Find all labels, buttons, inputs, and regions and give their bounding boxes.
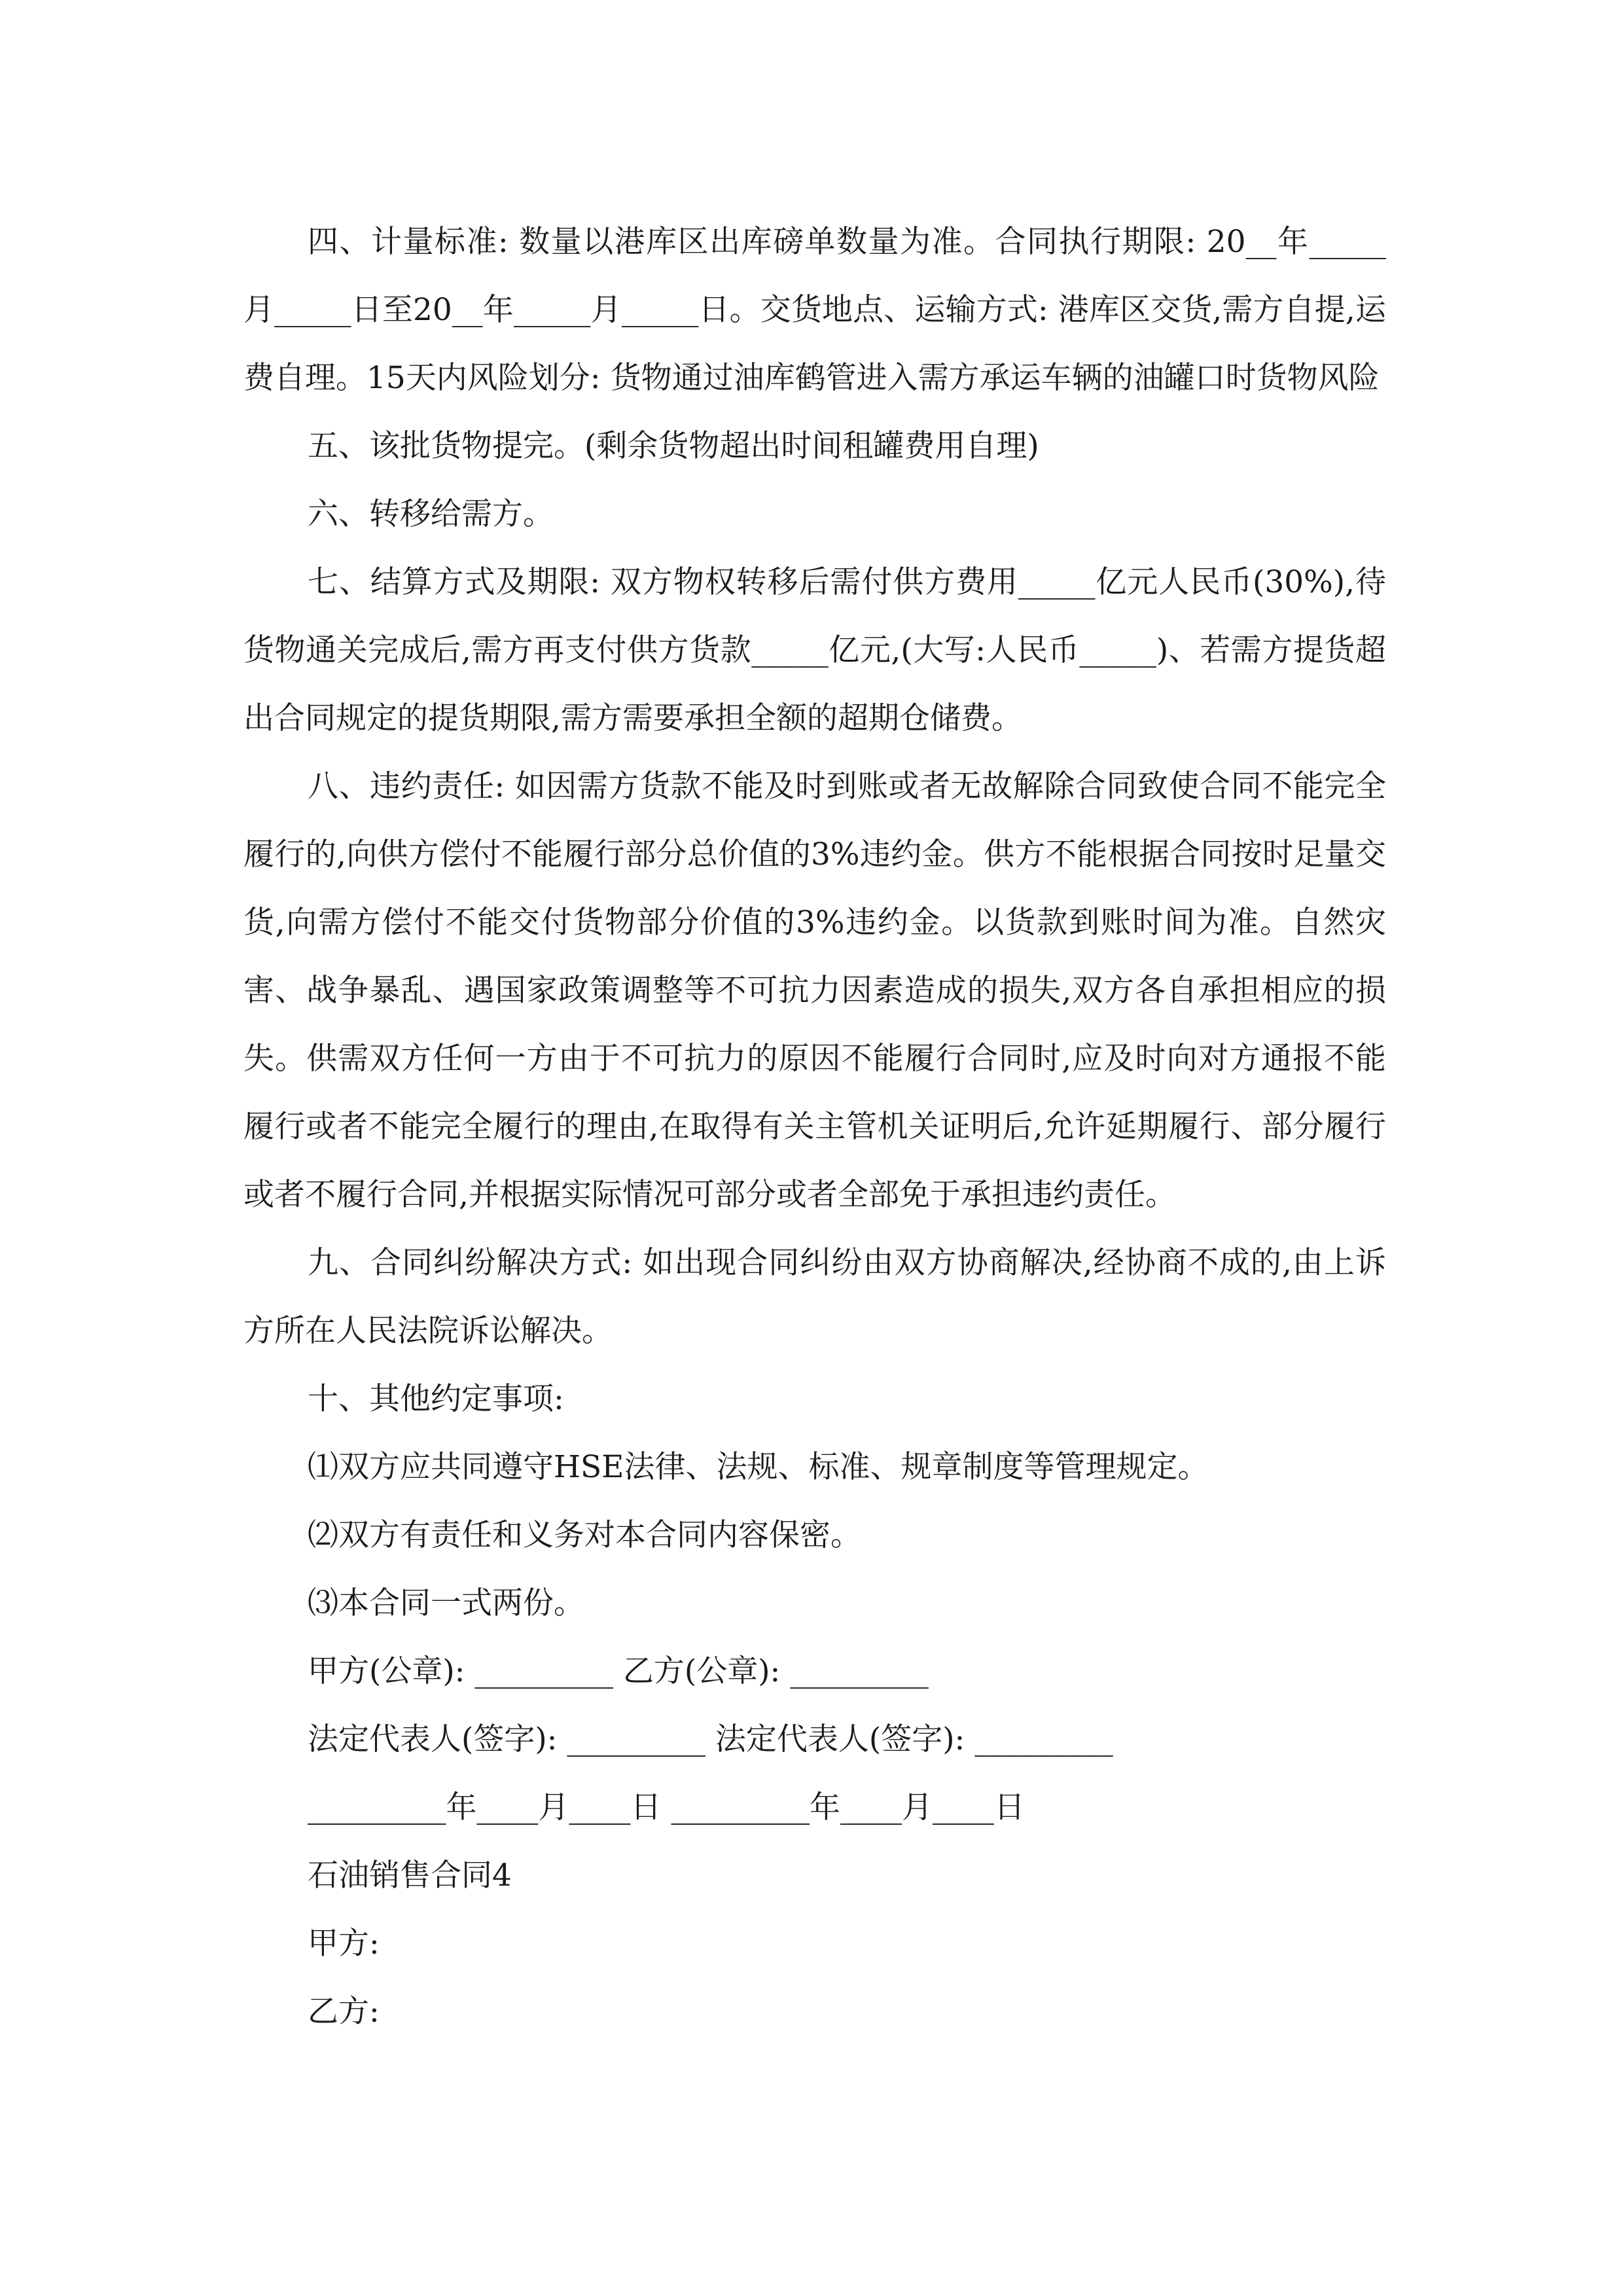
other-item-3: ⑶本合同一式两份。 <box>308 1585 584 1621</box>
next-contract-title: 石油销售合同4 <box>308 1857 512 1893</box>
clause-4-metering: 四、计量标准: 数量以港库区出库磅单数量为准。合同执行期限: 20__年_____月_____日至20__年_____月_____日。交货地点、运输方式: 港库区交货,需方自提,运费自理。15天内风险划分: 货物通过油库鹤管进入需方承运车辆的油罐口时货物风险 <box>243 224 1386 396</box>
seal-line: 甲方(公章): _________ 乙方(公章): _________ <box>308 1653 929 1689</box>
other-item-2: ⑵双方有责任和义务对本合同内容保密。 <box>308 1517 861 1553</box>
party-a-label: 甲方: <box>308 1926 380 1962</box>
clause-5-pickup: 五、该批货物提完。(剩余货物超出时间租罐费用自理) <box>308 428 1039 464</box>
clause-9-disputes: 九、合同纠纷解决方式: 如出现合同纠纷由双方协商解决,经协商不成的,由上诉方所在人民法院诉讼解决。 <box>243 1245 1386 1349</box>
clause-10-other: 十、其他约定事项: <box>308 1381 564 1417</box>
clause-8-liability: 八、违约责任: 如因需方货款不能及时到账或者无故解除合同致使合同不能完全履行的,向供方偿付不能履行部分总价值的3%违约金。供方不能根据合同按时足量交货,向需方偿付不能交付货物部分价值的3%违约金。以货款到账时间为准。自然灾害、战争暴乱、遇国家政策调整等不可抗力因素造成的损失,双方各自承担相应的损失。供需双方任何一方由于不可抗力的原因不能履行合同时,应及时向对方通报不能履行或者不能完全履行的理由,在取得有关主管机关证明后,允许延期履行、部分履行或者不履行合同,并根据实际情况可部分或者全部免于承担违约责任。 <box>243 768 1386 1213</box>
signature-line: 法定代表人(签字): _________ 法定代表人(签字): _________ <box>308 1721 1113 1757</box>
clause-7-settlement: 七、结算方式及期限: 双方物权转移后需付供方费用_____亿元人民币(30%),待货物通关完成后,需方再支付供方货款_____亿元,(大写:人民币_____)、若需方提货超出合同规定的提货期限,需方需要承担全额的超期仓储费。 <box>243 564 1386 736</box>
other-item-1: ⑴双方应共同遵守HSE法律、法规、标准、规章制度等管理规定。 <box>308 1449 1209 1485</box>
date-line: _________年____月____日 _________年____月____日 <box>308 1789 1025 1825</box>
clause-6-transfer: 六、转移给需方。 <box>308 496 554 532</box>
document-page <box>243 208 1386 2046</box>
party-b-label: 乙方: <box>308 1994 380 2030</box>
